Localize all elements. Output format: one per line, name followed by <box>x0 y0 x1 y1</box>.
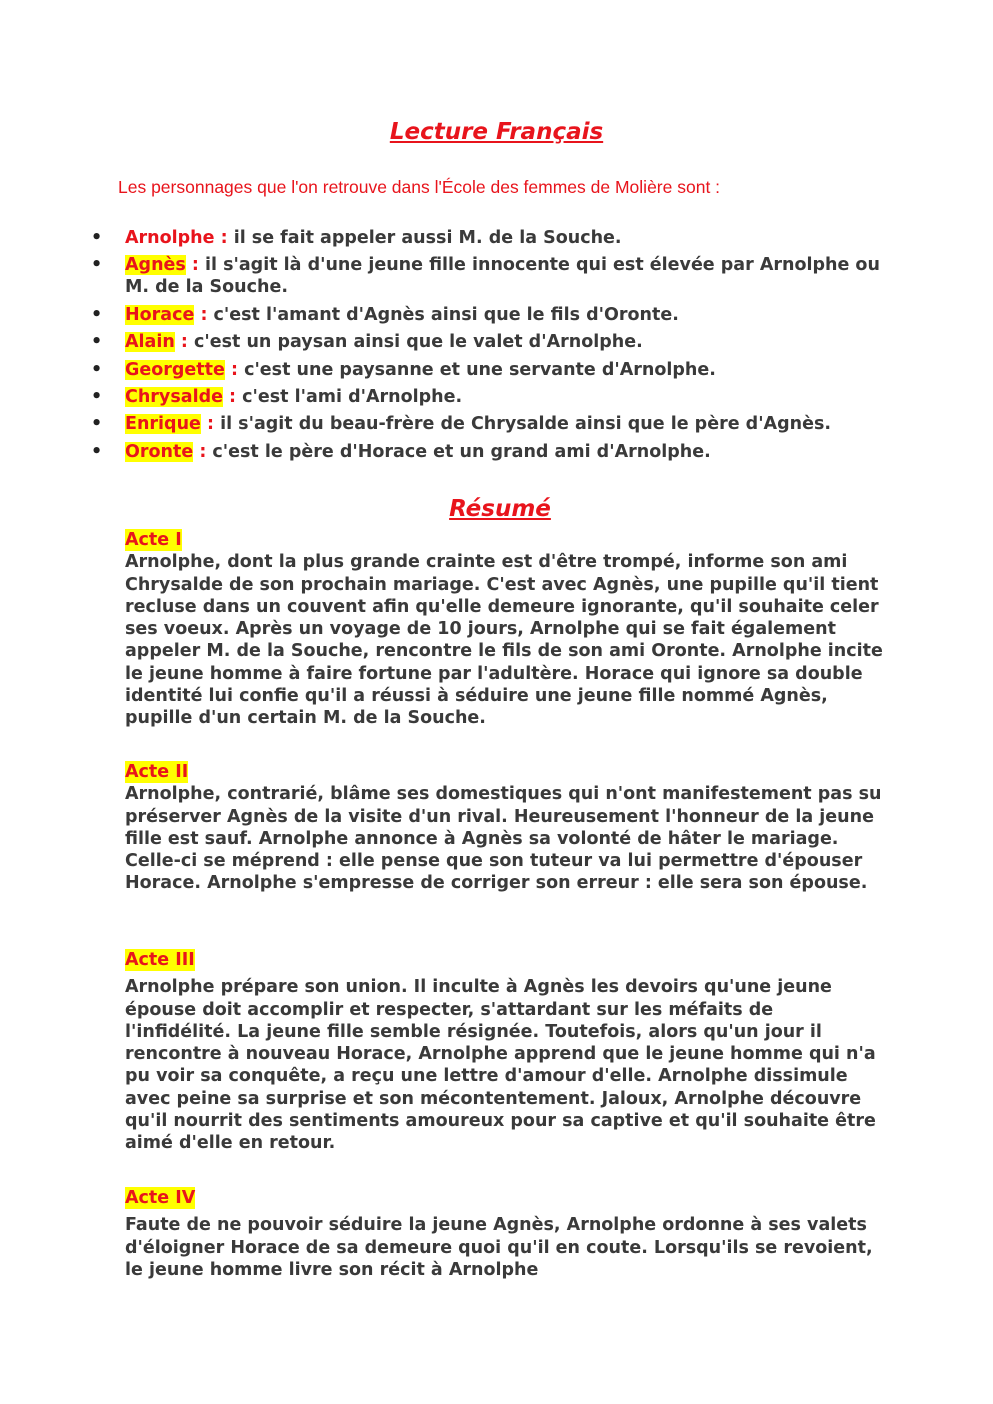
bullet-icon: • <box>91 228 103 248</box>
character-name: Horace <box>125 304 195 325</box>
character-description: c'est le père d'Horace et un grand ami d'Arnolphe. <box>206 441 711 462</box>
bullet-icon: • <box>91 441 103 462</box>
character-colon: : <box>200 414 214 435</box>
character-name: Oronte <box>125 441 194 462</box>
bullet-icon: • <box>91 386 103 407</box>
character-name: Chrysalde <box>125 386 223 407</box>
character-description: c'est un paysan ainsi que le valet d'Arnolphe. <box>187 332 643 353</box>
character-description: il s'agit du beau-frère de Chrysalde ainsi que le père d'Agnès. <box>214 414 832 435</box>
character-colon: : <box>174 332 188 353</box>
character-description: il se fait appeler aussi M. de la Souche. <box>227 228 622 248</box>
bullet-icon: • <box>91 414 103 435</box>
list-item <box>88 304 888 326</box>
character-colon: : <box>224 359 238 380</box>
character-colon: : <box>194 304 208 325</box>
summary-title: Résumé <box>449 496 551 522</box>
act-text: Arnolphe, dont la plus grande crainte est d'être trompé, informe son ami Chrysalde de son prochain mariage. C'est avec Agnès, une pupille qu'il tient recluse dans un couvent afin qu'elle demeure ignorante, qu'il souhaite celer ses voeux. Après un voyage de 10 jours, Arnolphe qui se fait également appeler M. de la Souche, rencontre le fils de son ami Oronte. Arnolphe incite le jeune homme à faire fortune par l'adultère. Horace qui ignore sa double identité lui confie qu'il a réussi à séduire une jeune fille nommé Agnès, pupille d'un certain M. de la Souche. <box>125 552 883 729</box>
character-name: Arnolphe : <box>125 228 228 248</box>
bullet-icon: • <box>91 304 103 325</box>
character-description: c'est l'ami d'Arnolphe. <box>236 386 463 407</box>
list-item <box>88 331 888 353</box>
act-section <box>125 761 885 895</box>
act-label: Acte II <box>125 762 189 782</box>
bullet-icon: • <box>91 359 103 380</box>
character-colon: : <box>185 255 199 276</box>
intro-text: Les personnages que l'on retrouve dans l'École des femmes de Molière sont : <box>118 177 721 197</box>
list-item <box>88 386 888 408</box>
character-name: Enrique <box>125 414 201 435</box>
act-section <box>125 529 885 730</box>
bullet-icon: • <box>91 332 103 353</box>
act-text: Faute de ne pouvoir séduire la jeune Agnès, Arnolphe ordonne à ses valets d'éloigner Horace de sa demeure quoi qu'il en coute. Lorsqu'ils se revoient, le jeune homme livre son récit à Arnolphe <box>125 1215 873 1280</box>
act-label: Acte III <box>125 950 195 970</box>
act-label: Acte I <box>125 530 182 550</box>
character-name: Alain <box>125 332 175 353</box>
page-title: Lecture Français <box>389 119 604 145</box>
act-label: Acte IV <box>125 1188 196 1208</box>
character-colon: : <box>193 441 207 462</box>
character-description: c'est l'amant d'Agnès ainsi que le fils d'Oronte. <box>207 304 679 325</box>
list-item <box>88 441 888 463</box>
act-section <box>125 1187 885 1281</box>
character-description: il s'agit là d'une jeune fille innocente qui est élevée par Arnolphe ou M. de la Souche. <box>125 255 880 298</box>
list-item <box>88 254 888 298</box>
list-item <box>88 413 888 435</box>
character-list <box>88 227 888 468</box>
character-name: Agnès <box>125 255 186 276</box>
list-item <box>88 359 888 381</box>
bullet-icon: • <box>91 255 103 276</box>
character-colon: : <box>222 386 237 407</box>
character-name: Georgette <box>125 359 225 380</box>
act-section <box>125 949 885 1155</box>
act-text: Arnolphe, contrarié, blâme ses domestiques qui n'ont manifestement pas su préserver Agnès de la visite d'un rival. Heureusement l'honneur de la jeune fille est sauf. Arnolphe annonce à Agnès sa volonté de hâter le mariage. Celle-ci se méprend : elle pense que son tuteur va lui permettre d'épouser Horace. Arnolphe s'empresse de corriger son erreur : elle sera son épouse. <box>125 784 882 894</box>
list-item <box>88 227 888 249</box>
character-description: c'est une paysanne et une servante d'Arnolphe. <box>237 359 716 380</box>
act-text: Arnolphe prépare son union. Il inculte à Agnès les devoirs qu'une jeune épouse doit accomplir et respecter, s'attardant sur les méfaits de l'infidélité. La jeune fille semble résignée. Toutefois, alors qu'un jour il rencontre à nouveau Horace, Arnolphe apprend que le jeune homme qui n'a pu voir sa conquête, a reçu une lettre d'amour d'elle. Arnolphe dissimule avec peine sa surprise et son mécontentement. Jaloux, Arnolphe découvre qu'il nourrit des sentiments amoureux pour sa captive et qu'il souhaite être aimé d'elle en retour. <box>125 977 876 1154</box>
